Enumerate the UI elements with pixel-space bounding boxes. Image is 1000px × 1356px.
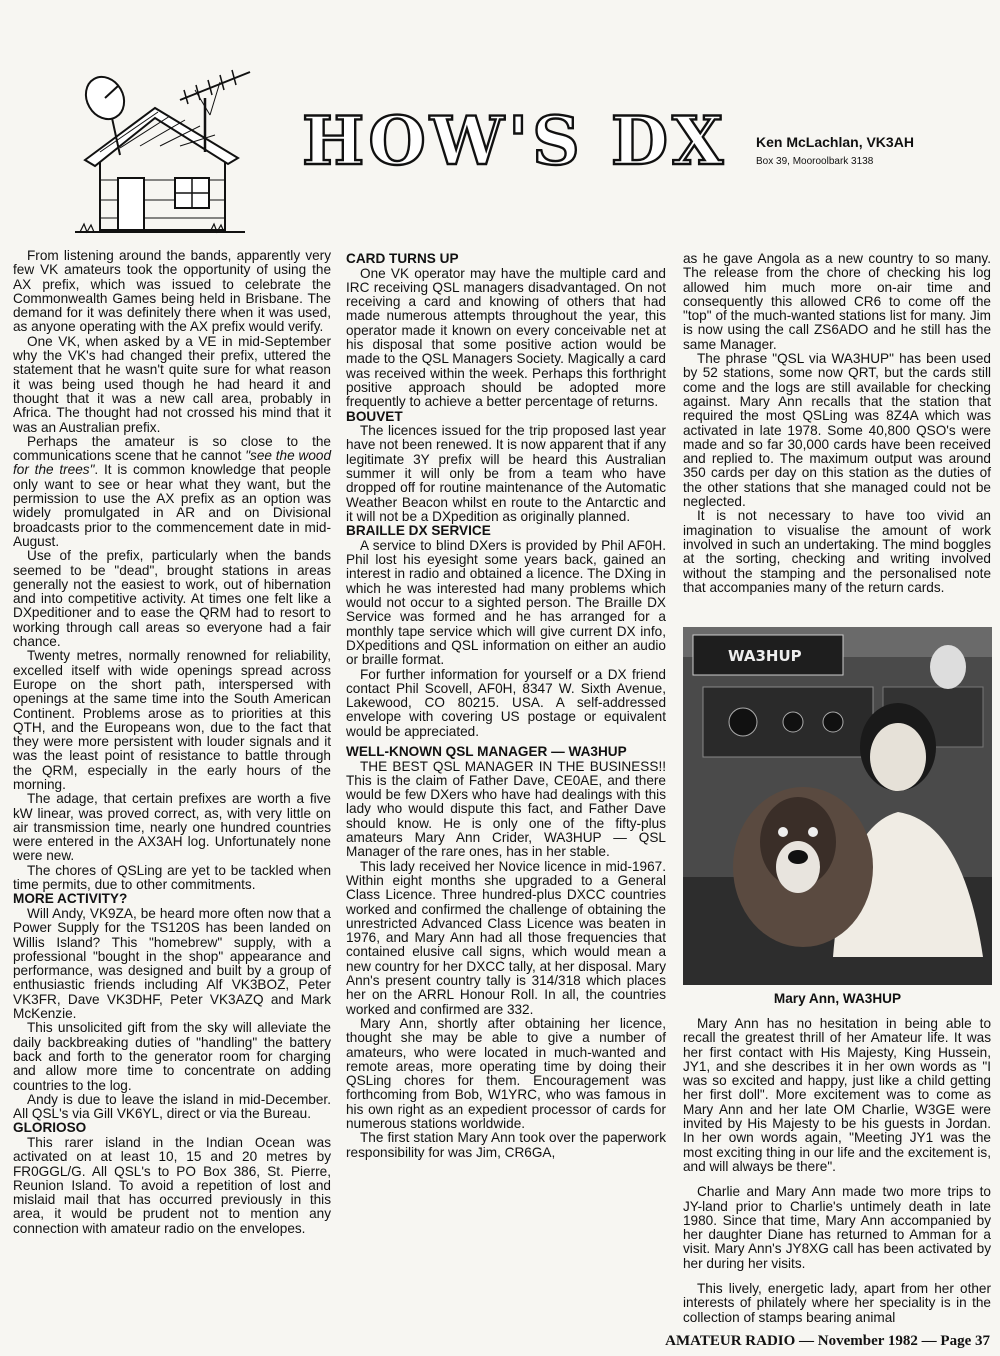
author-name: Ken McLachlan, VK3AH	[756, 134, 914, 150]
column-3	[683, 252, 991, 595]
paragraph: as he gave Angola as a new country to so many. The release from the chore of checking his log allowed him much more on-air time and consequently this allowed CR6 to come off the "top" of the much-wanted stations list for many. Jim is now using the call ZS6ADO and he still has the same Manager.	[683, 251, 991, 352]
photo-mary-ann	[683, 627, 992, 985]
paragraph: Mary Ann has no hesitation in being able to recall the greatest thrill of her Amateur life. It was her first contact with His Majesty, King Hussein, JY1, and she describes it in her own words as "I was so excited and happy, just like a child getting her first doll". More excitement was to come as Mary Ann and her late OM Charlie, W3GE were invited by His Majesty to be his guests in Jordan. In her own words again, "Meeting JY1 was the most exciting thing in our life and the excitement is, and will always be there".	[683, 1016, 991, 1174]
page-title: HOW'S DX	[302, 102, 728, 180]
paragraph: This lively, energetic lady, apart from her other interests of philately where her speciality is in the collection of stamps bearing animal	[683, 1281, 991, 1325]
paragraph: Mary Ann, shortly after obtaining her licence, thought she may be able to give a number of amateurs, who were located in much-wanted and remote areas, more operating time by doing their QSLing chores for them. Encouragement was forthcoming from Bob, W1YRC, who was famous in his own right as an expedient processor of cards for numerous stations worldwide.	[346, 1015, 666, 1131]
paragraph: Use of the prefix, particularly when the bands seemed to be "dead", brought stations in areas generally not the easiest to work, out of hibernation and into competitive activity. At times one felt like a DXpeditioner and to ease the QRM had to resort to working through call areas so everyone had a fair chance.	[13, 548, 331, 650]
section-heading: GLORIOSO	[13, 1120, 87, 1136]
paragraph: The first station Mary Ann took over the paperwork responsibility for was Jim, CR6GA,	[346, 1130, 666, 1160]
paragraph: It is not necessary to have too vivid an imagination to visualise the amount of work involved in such an undertaking. The mind boggles at the sorting, checking and writing involved without the stamping and the personalised note that accompanies many of the return cards.	[683, 508, 991, 595]
paragraph: One VK operator may have the multiple card and IRC receiving QSL managers disadvantaged. On not receiving a card and knowing of others that had made numerous attempts throughout the year, this operator made it known on every conceivable net at his disposal that some positive action would be made to the QSL Managers Society. Magically a card was received within the week. Perhaps this forthright positive approach should be adopted more frequently to achieve a better percentage of returns.	[346, 265, 666, 410]
column-2	[346, 252, 666, 1160]
column-3-continued	[683, 1017, 991, 1325]
section-heading: BRAILLE DX SERVICE	[346, 523, 491, 539]
paragraph: From listening around the bands, apparently very few VK amateurs took the opportunity of using the AX prefix, which was issued to celebrate the Commonwealth Games being held in Brisbane. The demand for it was definitely there when it was used, as anyone operating with the AX prefix would verify.	[13, 248, 331, 335]
paragraph: One VK, when asked by a VE in mid-September why the VK's had changed their prefix, uttered the statement that he wasn't quite sure for what reason it was being used though he had heard it and thought that it was a new call area, probably in Africa. The thought had not crossed his mind that it was an Australian prefix.	[13, 333, 331, 435]
section-heading: BOUVET	[346, 408, 403, 424]
byline	[756, 134, 914, 167]
column-1	[13, 249, 331, 1236]
paragraph: The chores of QSLing are yet to be tackled when time permits, due to other commitments.	[13, 862, 331, 893]
section-heading: WELL-KNOWN QSL MANAGER — WA3HUP	[346, 743, 627, 759]
paragraph: This lady received her Novice licence in mid-1967. Within eight months she upgraded to a General Class Licence. Three hundred-plus DXCC countries worked and confirmed the challenge of obtaining the unrestricted Advanced Class Licence was beaten in 1976, and Mary Ann had all those frequencies that contained elusive call signs, which would mean a new country for her DXCC tally, at her disposal. Mary Ann's present country tally is 314/318 which places her on the ARRL Honour Roll. In all, the countries worked and confirmed are 332.	[346, 858, 666, 1017]
paragraph: Twenty metres, normally renowned for reliability, excelled itself with wide openings spread across Europe on the short path, interspersed with openings at the same time into the South American Continent. Problems arose as to priorities at this QTH, and the Europeans won, due to the fact that they were more persistent with louder signals and it was the least point of resistance to battle through the QRM, especially in the early hours of the morning.	[13, 648, 331, 792]
page-footer: AMATEUR RADIO — November 1982 — Page 37	[665, 1333, 990, 1349]
section-heading: MORE ACTIVITY?	[13, 891, 128, 907]
paragraph: For further information for yourself or a DX friend contact Phil Scovell, AF0H, 8347 W. Sixth Avenue, Lakewood, CO 80215. USA. A self-addressed envelope with covering US postage or equivalent would be appreciated.	[346, 666, 666, 739]
paragraph: THE BEST QSL MANAGER IN THE BUSINESS!! This is the claim of Father Dave, CE0AE, and there would be few DXers who have had dealings with this lady who would dispute this fact, and Father Dave should know. He is only one of the fifty-plus amateurs Mary Ann Crider, WA3HUP — QSL Manager of the rare ones, has in her stable.	[346, 758, 666, 860]
paragraph: Perhaps the amateur is so close to the communications scene that he cannot "see the wood for the trees". It is common knowledge that people only want to see or hear what they want, but the permission to use the AX prefix as an option was widely promulgated in AR and on Divisional broadcasts prior to the commencement date in mid-August.	[13, 433, 331, 549]
paragraph: This unsolicited gift from the sky will alleviate the daily backbreaking duties of "handling" the battery back and forth to the generator room for charging and allow more time to concentrate on adding countries to the log.	[13, 1020, 331, 1093]
photo-caption: Mary Ann, WA3HUP	[773, 991, 902, 1006]
paragraph: Andy is due to leave the island in mid-December. All QSL's via Gill VK6YL, direct or via the Bureau.	[13, 1091, 331, 1122]
paragraph: The licences issued for the trip proposed last year have not been renewed. It is now apparent that if any legitimate 3Y prefix will be heard this Australian summer it will only be from a team who have dropped off for routine maintenance of the Automatic Weather Beacon whilst en route to the Antarctic and it will not be a DXpedition as originally planned.	[346, 423, 666, 524]
photo-illustration	[683, 627, 992, 985]
section-heading: CARD TURNS UP	[346, 251, 459, 266]
paragraph: The adage, that certain prefixes are worth a five kW linear, was proved correct, as, with very little on air transmission time, nearly one hundred countries were entered in the AX3AH log. Unfortunately none were new.	[13, 791, 331, 864]
italic-quote: "see the wood for the trees"	[13, 448, 331, 478]
paragraph: A service to blind DXers is provided by Phil AF0H. Phil lost his eyesight some years back, gained an interest in radio and obtained a licence. The DXing in which he was interested had many problems which would not occur to a sighted person. The Braille DX Service was formed and he has arranged for a monthly tape service which will give current DX info, DXpeditions and QSL information on either an audio or braille format.	[346, 537, 666, 668]
paragraph: This rarer island in the Indian Ocean was activated on at least 10, 15 and 20 metres by FR0GGL/G. All QSL's to PO Box 386, St. Pierre, Reunion Island. To avoid a repetition of lost and mislaid mail that has occurred previously in this area, it would be prudent not to mention any connection with amateur radio on the envelopes.	[13, 1135, 331, 1236]
radio-shack-illustration	[60, 60, 260, 250]
photo-sign: WA3HUP	[728, 647, 802, 665]
paragraph: Charlie and Mary Ann made two more trips to JY-land prior to Charlie's untimely death in late 1980. Since that time, Mary Ann accompanied by her daughter Diane has returned to Amman for a visit. Mary Ann's JY8XG call has been activated by her during her visits.	[683, 1184, 991, 1271]
paragraph: The phrase "QSL via WA3HUP" has been used by 52 stations, some now QRT, but the cards still come and the logs are still available for checking against. Mary Ann recalls that the station that required the most QSLing was 8Z4A which was activated in late 1978. Some 40,800 QSO's were made and so far 30,000 cards have been received and replied to. The maximum output was around 350 cards per day on this station as the duties of the other stations that she managed could not be neglected.	[683, 351, 991, 510]
paragraph: Will Andy, VK9ZA, be heard more often now that a Power Supply for the TS120S has been landed on Willis Island? This "homebrew" supply, with a professional "bought in the shop" appearance and performance, was designed and built by a group of enthusiastic friends including Alf VK3BOZ, Peter VK3FR, Dave VK3DHF, Peter VK3AZQ and Mark McKenzie.	[13, 905, 331, 1022]
author-address: Box 39, Mooroolbark 3138	[756, 156, 874, 167]
